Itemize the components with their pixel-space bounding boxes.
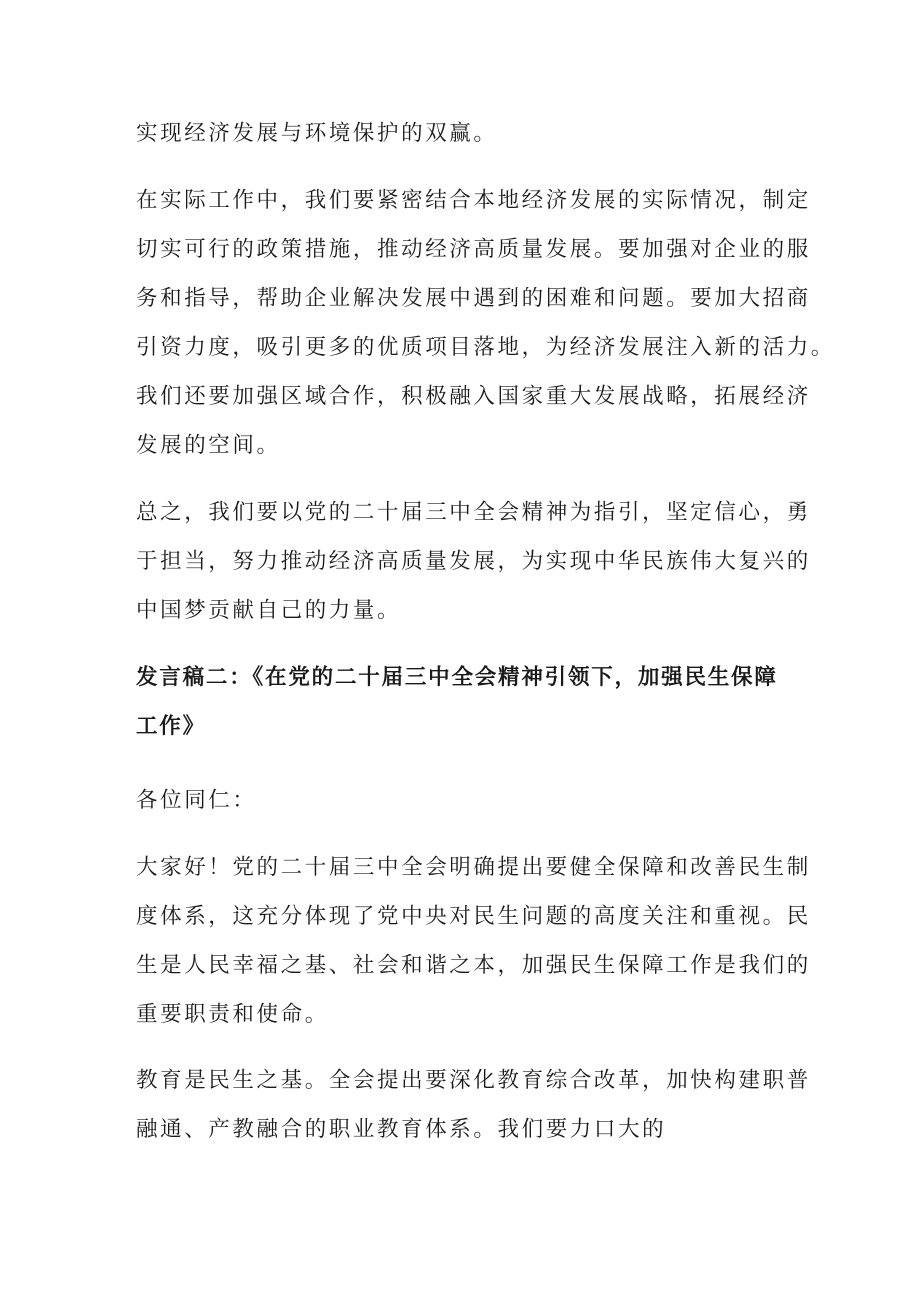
heading-line: 发言稿二：《在党的二十届三中全会精神引领下，加强民生保障	[136, 665, 778, 690]
paragraph-line: 在实际工作中，我们要紧密结合本地经济发展的实际情况，制定	[136, 188, 811, 213]
paragraph-line: 大家好！党的二十届三中全会明确提出要健全保障和改善民生制	[136, 855, 811, 880]
paragraph-line: 发展的空间。	[136, 433, 281, 458]
salutation	[136, 776, 796, 825]
paragraph-line: 我们还要加强区域合作，积极融入国家重大发展战略，拓展经济	[136, 384, 811, 409]
paragraph-line: 教育是民生之基。全会提出要深化教育综合改革，加快构建职普	[136, 1068, 811, 1093]
section-heading	[136, 653, 796, 751]
paragraph-line: 于担当，努力推动经济高质量发展，为实现中华民族伟大复兴的	[136, 549, 811, 574]
paragraph-line: 引资力度，吸引更多的优质项目落地，为经济发展注入新的活力。	[136, 335, 835, 360]
heading-line: 工作》	[136, 714, 206, 739]
paragraph-1	[136, 109, 796, 158]
paragraph-4	[136, 843, 811, 1039]
paragraph-line: 实现经济发展与环境保护的双赢。	[136, 121, 498, 146]
paragraph-5	[136, 1056, 811, 1154]
paragraph-3	[136, 488, 811, 635]
paragraph-line: 总之，我们要以党的二十届三中全会精神为指引，坚定信心，勇	[136, 500, 811, 525]
paragraph-line: 融通、产教融合的职业教育体系。我们要力口大的	[136, 1117, 667, 1142]
paragraph-line: 各位同仁：	[136, 788, 257, 813]
paragraph-line: 重要职责和使命。	[136, 1002, 329, 1027]
paragraph-line: 中国梦贡献自己的力量。	[136, 598, 402, 623]
paragraph-line: 度体系，这充分体现了党中央对民生问题的高度关注和重视。民	[136, 904, 811, 929]
paragraph-line: 生是人民幸福之基、社会和谐之本，加强民生保障工作是我们的	[136, 953, 811, 978]
paragraph-line: 切实可行的政策措施，推动经济高质量发展。要加强对企业的服	[136, 237, 811, 262]
paragraph-line: 务和指导，帮助企业解决发展中遇到的困难和问题。要加大招商	[136, 286, 811, 311]
paragraph-2	[136, 176, 835, 470]
